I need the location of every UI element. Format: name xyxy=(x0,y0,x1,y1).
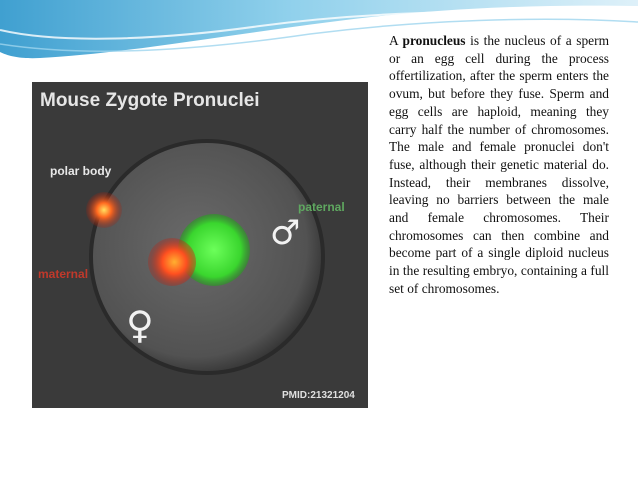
label-polar-body: polar body xyxy=(50,164,112,178)
label-maternal: maternal xyxy=(38,267,89,281)
label-paternal: paternal xyxy=(298,200,345,214)
paternal-symbol: ♂ xyxy=(270,213,301,253)
zygote-figure xyxy=(32,82,368,408)
maternal-symbol: ♀ xyxy=(126,303,154,347)
polar-body xyxy=(86,192,122,228)
figure-title: Mouse Zygote Pronuclei xyxy=(40,90,260,111)
zygote-illustration xyxy=(32,82,368,408)
pronucleus-description xyxy=(389,32,609,298)
text-lead: A xyxy=(389,33,403,48)
text-term-pronucleus: pronucleus xyxy=(402,33,466,48)
pmid-reference: PMID:21321204 xyxy=(282,390,355,401)
maternal-pronucleus xyxy=(148,238,196,286)
text-body: is the nucleus of a sperm or an egg cell during the process offertilization, after the sperm enters the ovum, but before they fuse. Sperm and egg cells are haploid, meaning they carry half the number of chromosomes. The male and female pronuclei don't fuse, although their genetic material do. Instead, their membranes dissolve, leaving no barriers between the male and female chromosomes. Their chromosomes can then combine and become part of a single diploid nucleus in the resulting embryo, containing a full set of chromosomes. xyxy=(389,33,610,296)
